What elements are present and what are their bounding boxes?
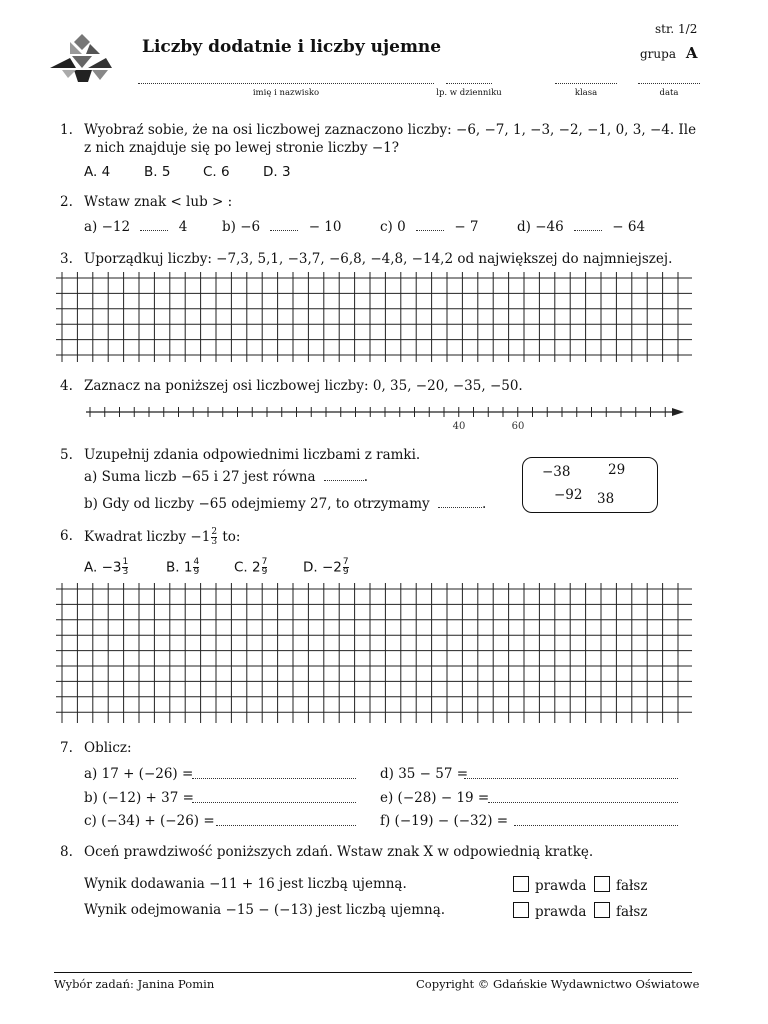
q2-blank-c[interactable] <box>416 230 444 231</box>
work-grid-q6[interactable] <box>56 583 692 723</box>
q7-answer-e[interactable] <box>488 790 678 803</box>
q5-blank-a[interactable] <box>324 480 364 481</box>
checkbox-false-2[interactable] <box>594 902 610 918</box>
q8-row2-true[interactable]: prawda <box>513 902 586 920</box>
q4-number: 4. <box>60 378 73 394</box>
q6-option-d[interactable]: D. −2 $\frac{7}{9}$ <box>303 557 349 577</box>
q7-item-b: b) (−12) + 37 = <box>84 790 194 806</box>
q5-sentence-a: a) Suma liczb −65 i 27 jest równa . <box>84 469 369 485</box>
q7-item-c: c) (−34) + (−26) = <box>84 813 215 829</box>
q2-item-b: b) −6 − 10 <box>222 219 342 235</box>
box-value-2: 29 <box>608 462 626 478</box>
q2-blank-a[interactable] <box>140 230 168 231</box>
q7-text: Oblicz: <box>84 740 132 756</box>
field-number-label: lp. w dzienniku <box>436 88 502 98</box>
q3-text: Uporządkuj liczby: −7,3, 5,1, −3,7, −6,8, −4,8, −14,2 od największej do najmniejszej. <box>84 251 673 267</box>
q1-text-line2: z nich znajduje się po lewej stronie liczby −1? <box>84 140 399 156</box>
q8-text: Oceń prawdziwość poniższych zdań. Wstaw znak X w odpowiednią kratkę. <box>84 844 594 860</box>
q1-option-b[interactable]: B. 5 <box>144 164 171 180</box>
work-grid-q3[interactable] <box>56 272 692 362</box>
number-line-label-60: 60 <box>511 421 525 432</box>
q6-text: Kwadrat liczby −1 $\frac{2}{3}$ to: <box>84 527 241 547</box>
field-name[interactable] <box>138 72 434 98</box>
q1-option-c[interactable]: C. 6 <box>203 164 230 180</box>
q5-sentence-b: b) Gdy od liczby −65 odejmiemy 27, to otrzymamy . <box>84 496 487 512</box>
field-name-label: imię i nazwisko <box>252 88 320 98</box>
field-date[interactable] <box>638 72 700 98</box>
checkbox-false-1[interactable] <box>594 876 610 892</box>
q1-text-line1: Wyobraź sobie, że na osi liczbowej zaznaczono liczby: −6, −7, 1, −3, −2, −1, 0, 3, −4. Ile <box>84 122 697 138</box>
field-date-label: data <box>659 88 679 98</box>
q6-option-b[interactable]: B. 1 $\frac{4}{9}$ <box>166 557 200 577</box>
field-class[interactable] <box>555 72 617 98</box>
q7-answer-b[interactable] <box>192 790 356 803</box>
q7-item-d: d) 35 − 57 = <box>380 766 469 782</box>
q2-item-d: d) −46 − 64 <box>517 219 646 235</box>
q5-text: Uzupełnij zdania odpowiednimi liczbami z ramki. <box>84 447 421 463</box>
box-value-4: 38 <box>597 491 615 507</box>
q7-answer-c[interactable] <box>216 813 356 826</box>
group-label: grupa A <box>640 44 698 62</box>
q8-row2-false[interactable]: fałsz <box>594 902 647 920</box>
page-number: str. 1/2 <box>655 22 698 36</box>
number-line[interactable] <box>86 402 686 436</box>
q8-row1-true[interactable]: prawda <box>513 876 586 894</box>
footer-copyright: Copyright © Gdańskie Wydawnictwo Oświatowe <box>416 977 700 991</box>
q5-blank-b[interactable] <box>438 507 482 508</box>
q1-number: 1. <box>60 122 73 138</box>
footer-divider <box>54 972 692 973</box>
q7-item-e: e) (−28) − 19 = <box>380 790 490 806</box>
q7-item-a: a) 17 + (−26) = <box>84 766 194 782</box>
group-value: A <box>685 44 698 62</box>
q1-option-d[interactable]: D. 3 <box>263 164 291 180</box>
q2-text: Wstaw znak < lub > : <box>84 194 233 210</box>
box-value-1: −38 <box>542 464 571 480</box>
q6-number: 6. <box>60 528 73 544</box>
publisher-logo <box>48 34 118 88</box>
footer-author: Wybór zadań: Janina Pomin <box>54 977 215 991</box>
field-number[interactable] <box>436 72 502 98</box>
q2-blank-b[interactable] <box>270 230 298 231</box>
q5-number: 5. <box>60 447 73 463</box>
box-value-3: −92 <box>554 487 583 503</box>
q4-text: Zaznacz na poniższej osi liczbowej liczby: 0, 35, −20, −35, −50. <box>84 378 523 394</box>
page-title: Liczby dodatnie i liczby ujemne <box>142 37 442 57</box>
q6-option-a[interactable]: A. −3 $\frac{1}{3}$ <box>84 557 129 577</box>
q6-option-c[interactable]: C. 2 $\frac{7}{9}$ <box>234 557 268 577</box>
q2-item-c: c) 0 − 7 <box>380 219 479 235</box>
q7-answer-d[interactable] <box>464 766 678 779</box>
q8-statement-1: Wynik dodawania −11 + 16 jest liczbą ujemną. <box>84 876 407 892</box>
q2-blank-d[interactable] <box>574 230 602 231</box>
q1-option-a[interactable]: A. 4 <box>84 164 111 180</box>
q8-statement-2: Wynik odejmowania −15 − (−13) jest liczbą ujemną. <box>84 902 446 918</box>
q2-item-a: a) −12 4 <box>84 219 188 235</box>
q2-number: 2. <box>60 194 73 210</box>
q8-row1-false[interactable]: fałsz <box>594 876 647 894</box>
q7-answer-a[interactable] <box>192 766 356 779</box>
q6-fraction: $\frac{2}{3}$ <box>211 527 218 547</box>
q8-number: 8. <box>60 844 73 860</box>
q7-item-f: f) (−19) − (−32) = <box>380 813 509 829</box>
field-class-label: klasa <box>574 88 598 98</box>
checkbox-true-1[interactable] <box>513 876 529 892</box>
q3-number: 3. <box>60 251 73 267</box>
number-line-label-40: 40 <box>452 421 466 432</box>
q7-answer-f[interactable] <box>514 813 678 826</box>
q7-number: 7. <box>60 740 73 756</box>
checkbox-true-2[interactable] <box>513 902 529 918</box>
